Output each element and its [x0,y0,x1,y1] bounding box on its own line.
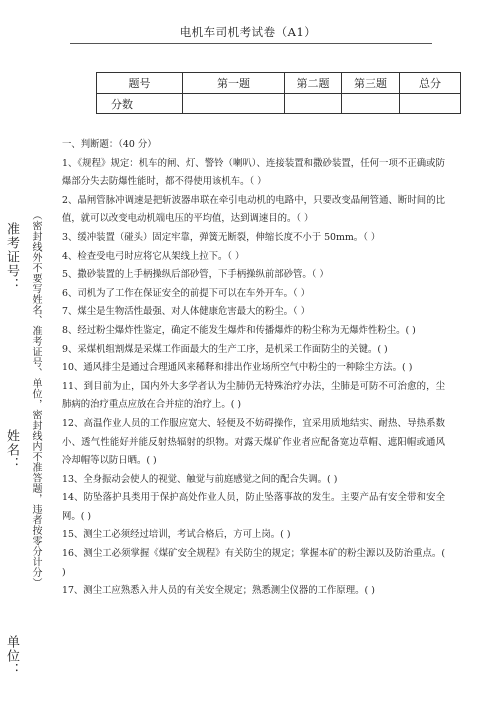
question-item: 17、测尘工应熟悉入井人员的有关安全规定；熟悉测尘仪器的工作原理。( ) [62,585,375,597]
score-cell [400,94,461,114]
score-header-cell: 题号 [97,73,183,94]
question-item: 7、煤尘是生物活性最强、对人体健康危害最大的粉尘。（ ） [62,306,311,318]
score-row-label: 分数 [97,94,183,114]
score-table-score-row [97,94,461,114]
name-label: 姓名： [4,429,19,471]
question-item: 9、采煤机组割煤是采煤工作面最大的生产工序，是机采工作面防尘的关键。( ) [62,343,388,355]
score-header-cell: 第二题 [285,73,342,94]
question-item: 6、司机为了工作在保证安全的前提下可以在车外开车。（ ） [62,287,311,299]
question-section [62,136,445,601]
seal-line-note: （密封线外不要写姓名、准考证号、单位，密封线内不准答题，违者按零分计分） [30,210,41,588]
score-cell [183,94,285,114]
score-header-cell: 第一题 [183,73,285,94]
score-cell [342,94,400,114]
section-heading: 一、判断题：（40 分） [62,139,157,150]
question-item: 11、到目前为止，国内外大多学者认为尘肺仍无特殊治疗办法，尘肺是可防不可治愈的，尘肺病的治疗重点应放在合并症的治疗上。( ) [62,380,445,411]
question-item: 3、缓冲装置（碰头）固定牢靠，弹簧无断裂，伸缩长度不小于 50mm。（ ） [62,231,381,243]
question-item: 10、通风排尘是通过合理通风来稀释和排出作业场所空气中粉尘的一种除尘方法。( ) [62,362,413,374]
question-item: 13、全身振动会使人的视觉、触觉与前庭感觉之间的配合失调。( ) [62,473,338,485]
page-title: 电机车司机考试卷（A1） [179,25,317,39]
score-header-cell: 总分 [400,73,461,94]
question-item: 8、经过粉尘爆炸性鉴定，确定不能发生爆炸和传播爆炸的粉尘称为无爆炸性粉尘。( ) [62,324,416,336]
header-rule [70,43,432,44]
question-item: 16、测尘工必须掌握《煤矿安全规程》有关防尘的规定；掌握本矿的粉尘源以及防治重点。( ) [62,548,445,578]
score-cell [285,94,342,114]
question-item: 5、撒砂装置的上手柄操纵后部砂管，下手柄操纵前部砂管。（ ） [62,269,329,281]
question-item: 14、防坠落护具类用于保护高处作业人员，防止坠落事故的发生。主要产品有安全带和安全网。( ) [62,492,445,522]
unit-label: 单位： [4,635,19,677]
question-item: 2、晶闸管脉冲调速是把斩波器串联在牵引电动机的电路中，只要改变晶闸管通、断时间的比值，就可以改变电动机端电压的平均值，达到调速目的。（ ） [62,194,445,225]
question-item: 1、《规程》规定：机车的闸、灯、警铃（喇叭）、连接装置和撒砂装置，任何一项不正确或防爆部分失去防爆性能时，都不得使用该机车。（ ） [62,157,445,188]
question-item: 12、高温作业人员的工作服应宽大、轻便及不妨碍操作，宜采用质地结实、耐热、导热系数小、透气性能好并能反射热辐射的织物。对露天煤矿作业者应配备宽边草帽、遮阳帽或通风冷却帽等以防日晒。( ) [62,417,445,467]
score-table [96,72,461,114]
score-header-cell: 第三题 [342,73,400,94]
question-item: 15、测尘工必须经过培训，考试合格后，方可上岗。( ) [62,529,291,541]
score-table-header-row [97,73,461,94]
exam-number-label: 准考证号： [4,222,19,292]
question-item: 4、检查受电弓时应将它从架线上拉下。（ ） [62,250,245,262]
